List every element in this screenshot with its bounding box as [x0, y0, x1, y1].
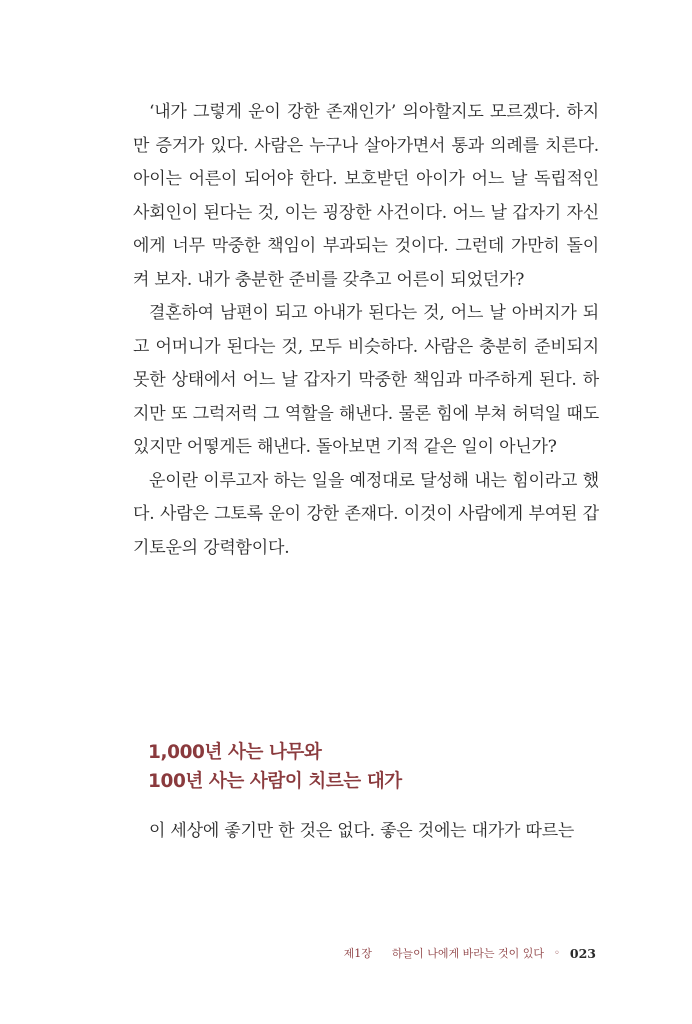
- chapter-label: 제1장: [343, 947, 372, 960]
- paragraph: 결혼하여 남편이 되고 아내가 된다는 것, 어느 날 아버지가 되고 어머니가 된다는 것, 모두 비슷하다. 사람은 충분히 준비되지 못한 상태에서 어느 날 갑자기 막중한 책임과 마주하게 된다. 하지만 또 그럭저럭 그 역할을 해낸다. 물론 힘에 부쳐 허덕일 때도 있지만 어떻게든 해낸다. 돌아보면 기적 같은 일이 아닌가?: [133, 303, 599, 457]
- page-number: 023: [569, 945, 596, 961]
- running-footer: [344, 945, 596, 961]
- section-heading: [148, 738, 598, 796]
- chapter-title: 하늘이 나에게 바라는 것이 있다: [391, 947, 544, 960]
- paragraph: 운이란 이루고자 하는 일을 예정대로 달성해 내는 힘이라고 했다. 사람은 그토록 운이 강한 존재다. 이것이 사람에게 부여된 갑기토운의 강력함이다.: [133, 470, 599, 558]
- separator-dot: ◦: [554, 947, 560, 959]
- section-heading-line-2: 100년 사는 사람이 치르는 대가: [148, 771, 402, 792]
- paragraph: ‘내가 그렇게 운이 강한 존재인가’ 의아할지도 모르겠다. 하지만 증거가 있다. 사람은 누구나 살아가면서 통과 의례를 치른다. 아이는 어른이 되어야 한다. 보호받던 아이가 어느 날 독립적인 사회인이 된다는 것, 이는 굉장한 사건이다. 어느 날 갑자기 자신에게 너무 막중한 책임이 부과되는 것이다. 그런데 가만히 돌이켜 보자. 내가 충분한 준비를 갖추고 어른이 되었던가?: [133, 102, 599, 290]
- body-text: [133, 96, 599, 565]
- section-heading-line-1: 1,000년 사는 나무와: [148, 742, 322, 763]
- paragraph: 이 세상에 좋기만 한 것은 없다. 좋은 것에는 대가가 따르는: [149, 821, 575, 841]
- section-body-text: [133, 815, 599, 849]
